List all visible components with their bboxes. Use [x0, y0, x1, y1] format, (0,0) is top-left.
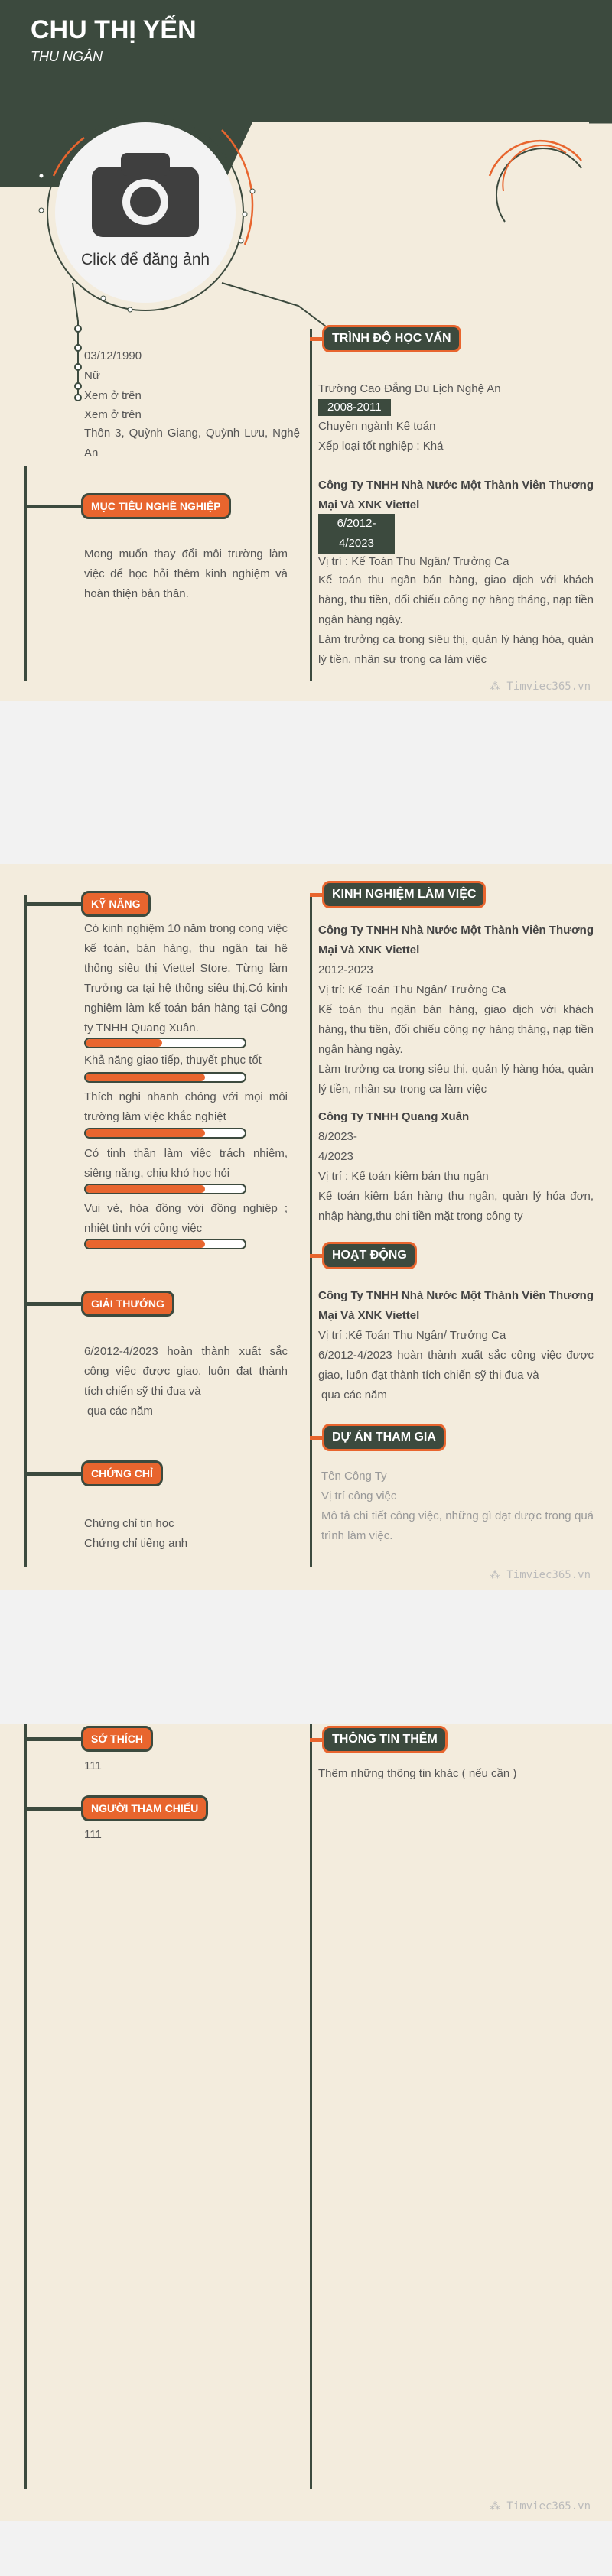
candidate-title: THU NGÂN	[31, 49, 103, 64]
watermark: ⁂ Timviec365.vn	[489, 1569, 591, 1581]
p1-job-desc2: Làm trưởng ca trong siêu thị, quản lý hàng hóa, quản lý tiền, nhân sự trong ca làm việc	[318, 633, 594, 666]
skill-bar	[84, 1239, 246, 1249]
edu-period-wrap	[318, 398, 391, 417]
exp2-position: Vị trí : Kế toán kiêm bán thu ngân	[318, 1170, 489, 1183]
section-activities	[310, 1242, 417, 1269]
section-references	[24, 1795, 208, 1821]
watermark: ⁂ Timviec365.vn	[489, 681, 591, 693]
right-divider	[310, 1724, 312, 2489]
p1-job-company: Công Ty TNHH Nhà Nước Một Thành Viên Thương Mại Và XNK Viettel	[318, 479, 594, 512]
section-projects	[310, 1424, 446, 1451]
skills-summary: Có kinh nghiệm 10 năm trong cong việc kế toán, bán hàng, thu ngân tại hệ thống siêu thị Viettel Store. Từng làm Trưởng ca tại hệ thống siêu thị.Có kinh nghiệm làm kế toán bán hàng tại Công ty TNHH Quang Xuân.	[84, 922, 288, 1035]
edu-period: 2008-2011	[318, 399, 391, 416]
section-title: TRÌNH ĐỘ HỌC VẤN	[322, 325, 461, 352]
skill-label: Khả năng giao tiếp, thuyết phục tốt	[84, 1054, 262, 1067]
project-position: Vị trí công việc	[321, 1489, 397, 1502]
section-hobbies	[24, 1726, 153, 1752]
section-title: NGƯỜI THAM CHIẾU	[81, 1795, 208, 1821]
skill-bar	[84, 1128, 246, 1139]
awards-text: 6/2012-4/2023 hoàn thành xuất sắc công việc được giao, luôn đạt thành tích chiến sỹ thi đua và	[84, 1345, 288, 1398]
section-experience	[310, 881, 486, 908]
section-title: KINH NGHIỆM LÀM VIỆC	[322, 881, 486, 908]
section-skills	[24, 891, 151, 917]
skill-label: Có tinh thần làm việc trách nhiệm, siêng năng, chịu khó học hỏi	[84, 1147, 288, 1180]
activity-text: 6/2012-4/2023 hoàn thành xuất sắc công việc được giao, luôn đạt thành tích chiến sỹ thi đua và	[318, 1349, 594, 1382]
skill-level	[86, 1039, 162, 1047]
section-other	[310, 1726, 448, 1753]
skill-level	[86, 1129, 205, 1137]
candidate-name: CHU THỊ YẾN	[31, 15, 197, 44]
section-certificates	[24, 1460, 163, 1486]
edu-school: Trường Cao Đẳng Du Lịch Nghệ An	[318, 382, 501, 395]
cv-page-2	[0, 864, 612, 1590]
section-title: GIẢI THƯỞNG	[81, 1291, 174, 1317]
references-text: 111	[84, 1828, 102, 1841]
cv-page-3	[0, 1724, 612, 2521]
exp1-desc2: Làm trưởng ca trong siêu thị, quản lý hàng hóa, quản lý tiền, nhân sự trong ca làm việc	[318, 1063, 594, 1096]
dob: 03/12/1990	[84, 349, 142, 362]
exp2-desc1: Kế toán kiêm bán hàng thu ngân, quản lý hóa đơn, nhập hàng,thu chi tiền mặt trong công ty	[318, 1190, 594, 1223]
skill-bar	[84, 1038, 246, 1048]
p1-job-desc1: Kế toán thu ngân bán hàng, giao dịch với khách hàng, thu tiền, đối chiếu công nợ hàng tháng, nạp tiền ngân hàng ngày.	[318, 573, 594, 626]
skill-label: Thích nghi nhanh chóng với mọi môi trường làm việc khắc nghiệt	[84, 1090, 288, 1123]
exp2-period-2: 4/2023	[318, 1150, 353, 1163]
skill-level	[86, 1240, 205, 1248]
skill-level	[86, 1074, 205, 1081]
certificate-item: Chứng chỉ tin học	[84, 1517, 174, 1530]
section-title: HOẠT ĐỘNG	[322, 1242, 417, 1269]
skill-level	[86, 1185, 205, 1193]
right-divider	[310, 329, 312, 681]
exp1-position: Vị trí: Kế Toán Thu Ngân/ Trưởng Ca	[318, 983, 506, 996]
certificate-item: Chứng chỉ tiếng anh	[84, 1537, 188, 1550]
phone: Xem ở trên	[84, 389, 142, 402]
activity-position: Vị trí :Kế Toán Thu Ngân/ Trưởng Ca	[318, 1329, 506, 1342]
p1-job-period	[318, 514, 395, 554]
exp1-desc1: Kế toán thu ngân bán hàng, giao dịch với khách hàng, thu tiền, đối chiếu công nợ hàng tháng, nạp tiền ngân hàng ngày.	[318, 1003, 594, 1056]
awards-text2: qua các năm	[87, 1405, 153, 1418]
project-company: Tên Công Ty	[321, 1470, 387, 1483]
section-title: MỤC TIÊU NGHỀ NGHIỆP	[81, 493, 231, 519]
edu-grade: Xếp loại tốt nghiệp : Khá	[318, 440, 444, 453]
edu-major: Chuyên ngành Kế toán	[318, 420, 436, 433]
exp2-period-1: 8/2023-	[318, 1130, 357, 1143]
camera-icon	[92, 153, 199, 237]
skill-bar	[84, 1072, 246, 1083]
hobbies-text: 111	[84, 1759, 102, 1772]
period-line: 4/2023	[339, 537, 374, 550]
other-text: Thêm những thông tin khác ( nếu cần )	[318, 1767, 517, 1780]
exp1-company: Công Ty TNHH Nhà Nước Một Thành Viên Thương Mại Và XNK Viettel	[318, 924, 594, 957]
activity-company: Công Ty TNHH Nhà Nước Một Thành Viên Thương Mại Và XNK Viettel	[318, 1289, 594, 1322]
skill-label: Vui vẻ, hòa đồng với đồng nghiệp ; nhiệt tình với công việc	[84, 1202, 288, 1235]
section-title: SỞ THÍCH	[81, 1726, 153, 1752]
skill-bar	[84, 1184, 246, 1194]
exp1-period: 2012-2023	[318, 963, 373, 976]
address: Thôn 3, Quỳnh Giang, Quỳnh Lưu, Nghệ An	[84, 427, 300, 460]
period-line: 6/2012-	[337, 517, 376, 530]
right-divider	[310, 895, 312, 1567]
exp2-company: Công Ty TNHH Quang Xuân	[318, 1110, 470, 1123]
activity-text2: qua các năm	[321, 1389, 387, 1402]
avatar[interactable]	[55, 122, 236, 303]
gender: Nữ	[84, 369, 100, 382]
section-title: DỰ ÁN THAM GIA	[322, 1424, 446, 1451]
p1-job-position: Vị trí : Kế Toán Thu Ngân/ Trưởng Ca	[318, 555, 509, 568]
section-title: CHỨNG CHỈ	[81, 1460, 163, 1486]
cv-page-1	[0, 0, 612, 701]
section-awards	[24, 1291, 174, 1317]
avatar-upload-label: Click để đăng ảnh	[80, 251, 210, 268]
section-objective	[24, 493, 231, 519]
section-title: THÔNG TIN THÊM	[322, 1726, 448, 1753]
email: Xem ở trên	[84, 408, 142, 421]
section-education	[310, 325, 461, 352]
left-divider	[24, 1724, 27, 2489]
section-title: KỸ NĂNG	[81, 891, 151, 917]
project-desc: Mô tả chi tiết công việc, những gì đạt được trong quá trình làm việc.	[321, 1509, 594, 1542]
objective-text: Mong muốn thay đổi môi trường làm việc để học hỏi thêm kinh nghiệm và hoàn thiện bản thân.	[84, 547, 288, 600]
watermark: ⁂ Timviec365.vn	[489, 2500, 591, 2513]
